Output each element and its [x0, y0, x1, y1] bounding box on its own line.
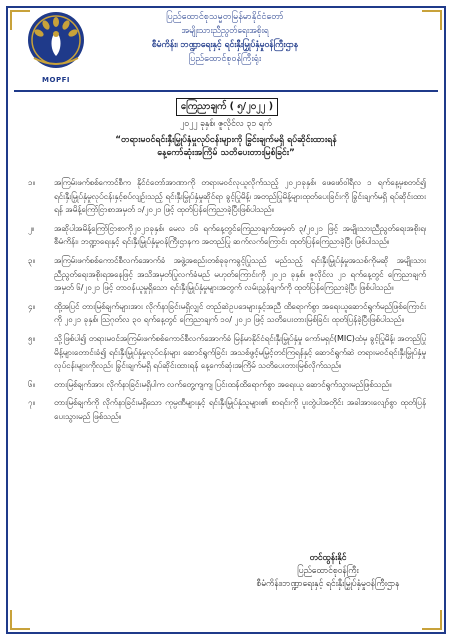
paragraph-text: အဆိုပါအမိန့်ကြော်ငြာစာကို၂၀၂၁ခုနှစ်၊ မေလ ၁၆ ရက်နေ့တွင်ကြေညာချက်အမှတ် ၃/၂၀၂၁ ဖြင့် အမျိုးသားညီညွတ်ရေးအစိုးရ၊ စီမံကိန်း၊ ဘဏ္ဍာရေးနှင့် ရင်းနှီးမြှုပ်နှံမှုဝန်ကြီးဌာနက အတည်ပြု ဆက်လက်ကြောင်း ထုတ်ပြန်ကြေညာခဲ့ပြီး ဖြစ်ပါသည်။ — [54, 223, 426, 247]
paragraph-number: ၂။ — [28, 223, 35, 233]
corner-ornament — [422, 610, 442, 630]
ministry-peacock-logo-icon — [26, 10, 86, 78]
signatory-ministry: စီမံကိန်း၊ဘဏ္ဍာရေးနှင့် ရင်းနှီးမြှုပ်နှံမှုဝန်ကြီးဌာန — [256, 579, 400, 589]
paragraph-number: ၆။ — [28, 379, 35, 389]
announcement-subject — [30, 134, 422, 160]
government-name: အမျိုးသားညီညွတ်ရေးအစိုးရ — [181, 26, 269, 36]
paragraph — [28, 332, 426, 373]
logo-caption: MOPFI — [42, 76, 70, 84]
signature-block — [230, 552, 426, 591]
paragraph-number: ၁။ — [28, 178, 35, 187]
country-name: ပြည်ထောင်စုသမ္မတမြန်မာနိုင်ငံတော် — [166, 12, 284, 22]
paragraph — [28, 378, 426, 392]
paragraph — [28, 396, 426, 423]
paragraph-text: အကြမ်းဖက်စစ်ကောင်စီက နိုင်ငံတော်အာဏာကို တရားမဝင်လုယူလိုက်သည့် ၂၀၂၁ခုနှစ်၊ ဖေဖော်ဝါရီလ ၁ ရက်နေ့မှစတင်၍ ရင်းနှီးမြှုပ်နှံမှုလုပ်ငန်းနှင့်စပ်လျဉ်းသည့် ရင်းနှီးမြှုပ်နှံမှုဆိုင်ရာ ခွင့်ပြုမိန့်၊ အတည်ပြုမိန့်များထုတ်ပေးခြင်းကို ခြွင်းချက်မရှိ ရပ်ဆိုင်းထားရန် အမိန့်ကြော်ငြာစာအမှတ် ၁/၂၀၂၁ ဖြင့် ထုတ်ပြန်ကြေညာခဲ့ပြီးဖြစ်ပါသည်။ — [54, 178, 426, 215]
letterhead-text — [110, 10, 340, 66]
paragraph-text: တားမြစ်ချက်အား လိုက်နာခြင်းမရှိပါက လက်တွေ့ကျကျ ပြင်းထန်ထိရောက်စွာ အရေးယူ ဆောင်ရွက်သွားမည်ဖြစ်သည်။ — [54, 379, 392, 389]
subject-line: “တရားမဝင်ရင်းနှီးမြှုပ်နှံမှုလုပ်ငန်းများကို ခြွင်းချက်မရှိ ရပ်ဆိုင်းထားရန် — [115, 135, 337, 145]
ministry-name: စီမံကိန်း၊ ဘဏ္ဍာရေးနှင့် ရင်းနှီးမြှုပ်နှံမှုဝန်ကြီးဌာန — [151, 40, 299, 50]
letterhead — [0, 0, 452, 92]
paragraph-text: ထို့အပြင် တားမြစ်ချက်များအား လိုက်နာခြင်းမရှိလျှင် တည်ဆဲဥပဒေများနှင့်အညီ ထိရောက်စွာ အရေးယူဆောင်ရွက်မည်ဖြစ်ကြောင်းကို ၂၀၂၁ ခုနှစ်၊ ဩဂုတ်လ ၃၀ ရက်နေ့တွင် ကြေညာချက် ၁၀/ ၂၀၂၁ ဖြင့် သတိပေးတားမြစ်ခြင်း ထုတ်ပြန်ခဲ့ပြီးဖြစ်ပါသည်။ — [54, 301, 426, 325]
announcement-date: ၂၀၂၂ ခုနှစ်၊ ဇူလိုင်လ ၃၁ ရက် — [180, 119, 272, 129]
paragraph — [28, 300, 426, 327]
office-name: ပြည်ထောင်စုဝန်ကြီးရုံး — [188, 54, 262, 64]
paragraph — [28, 254, 426, 295]
announcement-title: ကြေညာချက် ( ၅/၂၀၂၂ ) — [176, 98, 278, 116]
paragraph-number: ၅။ — [28, 333, 35, 343]
paragraph-number: ၄။ — [28, 301, 35, 311]
signatory-name: တင်ထွန်းနိုင် — [309, 553, 347, 563]
paragraph-text: အကြမ်းဖက်စစ်ကောင်စီလက်အောက်ခံ အဖွဲ့အစည်းတစ်ခုခုကခွင့်ပြုသည် မည်သည့် ရင်းနှီးမြှုပ်နှံမှုအသစ်ကိုမဆို အမျိုးသားညီညွတ်ရေးအစိုးရအနေဖြင့် အသိအမှတ်ပြုလက်ခံမည် မဟုတ်ကြောင်းကို ၂၀၂၁ ခုနှစ်၊ ဇူလိုင်လ ၂၁ ရက်နေ့တွင် ကြေညာချက်အမှတ် ၆/၂၀၂၁ ဖြင့် တာဝန်ယူမှုရှိသော ရင်းနှီးမြှုပ်နှံမှုများအတွက် လမ်းညွှန်ချက်ကို ထုတ်ပြန်ကြေညာခဲ့ပြီး ဖြစ်ပါသည်။ — [54, 255, 426, 293]
corner-ornament — [10, 610, 30, 630]
subject-line: နေ့ကော်ဆုံးအကြိမ် သတိပေးတားမြစ်ခြင်း” — [157, 148, 295, 158]
header-divider — [14, 90, 438, 92]
paragraph-text: တားမြစ်ချက်ကို လိုက်နာခြင်းမရှိသော ကုမ္ပဏီများနှင့် ရင်းနှီးမြှုပ်နှံသူများ၏ စာရင်းကို ပူးတွဲပါအတိုင်း အခါအားလျော်စွာ ထုတ်ပြန်ပေးသွားမည် ဖြစ်သည်။ — [54, 398, 426, 421]
paragraph-text: သို့ဖြစ်ပါ၍ တရားမဝင်အကြမ်းဖက်စစ်ကောင်စီလက်အောက်ခံ မြန်မာနိုင်ငံရင်းနှီးမြှုပ်နှံမှု ကော်မရှင်(MIC)ထံမှ ခွင့်ပြုမိန့်၊ အတည်ပြုမိန့်များတောင်းခံ၍ ရင်းနှီးမြှုပ်နှံမှုလုပ်ငန်းများ ဆောင်ရွက်ခြင်း အသစ်ဖွင့်မမြှင့်တင်ကြရန်နှင့် ဆောင်ရွက်ဆဲ တရားမဝင်ရင်းနှီးမြှုပ်နှံမှုလုပ်ငန်းများကိုလည်း ခြွင်းချက်မရှိ ရပ်ဆိုင်းထားရန် နေ့ကော်ဆုံးအကြိမ် သတိပေးတားမြစ်လိုက်သည်။ — [54, 333, 426, 371]
paragraph — [28, 176, 426, 217]
paragraph-number: ၇။ — [28, 398, 35, 408]
paragraph-number: ၃။ — [28, 255, 35, 265]
announcement-body — [28, 176, 426, 429]
signatory-title: ပြည်ထောင်စုဝန်ကြီး — [297, 566, 359, 576]
paragraph — [28, 222, 426, 249]
